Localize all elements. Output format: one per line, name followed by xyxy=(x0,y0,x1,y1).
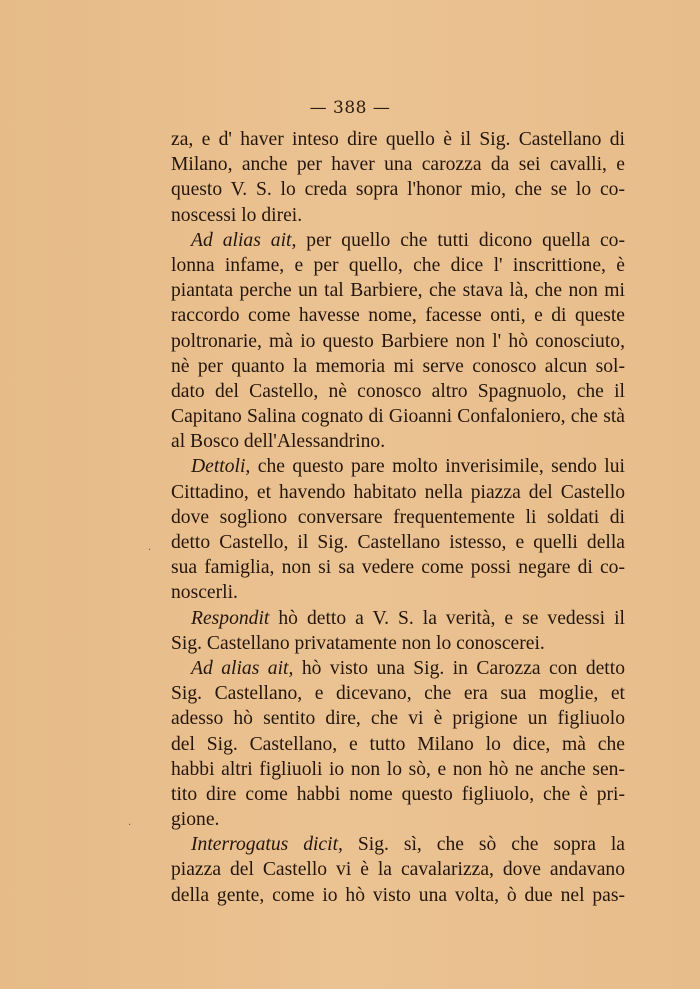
page-body-text xyxy=(171,127,625,908)
line-text: za, e d' haver inteso dire quello è il Sig. Castellano di xyxy=(171,129,625,150)
text-line xyxy=(171,555,625,580)
line-text: Capitano Salina cognato di Gioanni Confaloniero, che stà xyxy=(171,406,625,428)
line-text: questo V. S. lo creda sopra l'honor mio, che se lo co- xyxy=(171,179,625,201)
speaker-cue: Interrogatus dicit, xyxy=(191,834,343,856)
line-text: nè per quanto la memoria mi serve conosco alcun sol- xyxy=(171,355,625,377)
line-text: Sig. Castellano, e dicevano, che era sua moglie, et xyxy=(171,683,625,705)
text-line xyxy=(171,807,625,832)
line-text: lonna infame, e per quello, che dice l' inscrittione, è xyxy=(171,254,625,276)
line-text: dato del Castello, nè conosco altro Spagnuolo, che il xyxy=(171,380,625,402)
text-line xyxy=(171,454,625,479)
line-text: piazza del Castello vi è la cavalarizza, dove andavano xyxy=(171,859,625,881)
text-line xyxy=(171,480,625,505)
text-line xyxy=(171,530,625,555)
line-text: gione. xyxy=(171,809,220,831)
speaker-cue: Respondit xyxy=(191,607,270,629)
text-line xyxy=(171,152,625,177)
line-text: dove sogliono conversare frequentemente li soldati di xyxy=(171,506,625,528)
text-line xyxy=(171,706,625,731)
speaker-cue: Ad alias ait, xyxy=(191,657,294,679)
line-text: Sig. Castellano privatamente non lo conoscerei. xyxy=(171,632,545,654)
text-line xyxy=(171,303,625,328)
text-line xyxy=(171,127,625,152)
line-text: noscerli. xyxy=(171,582,238,604)
line-text: al Bosco dell'Alessandrino. xyxy=(171,431,386,453)
speaker-cue: Dettoli, xyxy=(191,456,251,478)
page-number: — 388 — xyxy=(309,98,391,118)
text-line xyxy=(171,379,625,404)
text-line xyxy=(171,253,625,278)
text-line xyxy=(171,883,625,908)
text-line xyxy=(171,580,625,605)
text-line xyxy=(171,656,625,681)
text-line xyxy=(171,228,625,253)
line-text: piantata perche un tal Barbiere, che stava là, che non mi xyxy=(171,280,625,302)
text-line xyxy=(171,857,625,882)
text-line xyxy=(171,606,625,631)
margin-mark: · xyxy=(128,820,132,831)
text-line xyxy=(171,832,625,857)
line-text: Milano, anche per haver una carozza da sei cavalli, e xyxy=(171,154,625,176)
text-line xyxy=(171,329,625,354)
line-text: habbi altri figliuoli io non lo sò, e non hò ne anche sen- xyxy=(171,758,625,780)
text-line xyxy=(171,681,625,706)
text-line xyxy=(171,732,625,757)
line-text: per quello che tutti dicono quella co- xyxy=(296,229,625,251)
line-text: hò visto una Sig. in Carozza con detto xyxy=(293,657,625,679)
line-text: detto Castello, il Sig. Castellano istesso, e quelli della xyxy=(171,532,625,553)
speaker-cue: Ad alias ait, xyxy=(191,229,297,251)
text-line xyxy=(171,354,625,379)
text-line xyxy=(171,631,625,656)
line-text: Sig. sì, che sò che sopra la xyxy=(342,834,625,856)
line-text: poltronarie, mà io questo Barbiere non l' hò conosciuto, xyxy=(171,330,625,352)
text-line xyxy=(171,505,625,530)
line-text: della gente, come io hò visto una volta, ò due nel pas- xyxy=(171,884,625,906)
line-text: tito dire come habbi nome questo figliuolo, che è pri- xyxy=(171,783,625,805)
margin-mark: · xyxy=(148,545,152,556)
text-line xyxy=(171,429,625,454)
text-line xyxy=(171,782,625,807)
text-line xyxy=(171,757,625,782)
line-text: hò detto a V. S. la verità, e se vedessi il xyxy=(269,607,625,629)
line-text: noscessi lo direi. xyxy=(171,204,303,226)
text-line xyxy=(171,177,625,202)
text-line xyxy=(171,404,625,429)
line-text: raccordo come havesse nome, facesse onti, e di queste xyxy=(171,305,625,327)
line-text: che questo pare molto inverisimile, sendo lui xyxy=(250,456,625,478)
line-text: del Sig. Castellano, e tutto Milano lo dice, mà che xyxy=(171,733,625,755)
line-text: Cittadino, et havendo habitato nella piazza del Castello xyxy=(171,481,625,503)
line-text: sua famiglia, non si sa vedere come possi negare di co- xyxy=(171,557,625,579)
text-line xyxy=(171,278,625,303)
text-line xyxy=(171,203,625,228)
line-text: adesso hò sentito dire, che vi è prigione un figliuolo xyxy=(171,708,625,730)
